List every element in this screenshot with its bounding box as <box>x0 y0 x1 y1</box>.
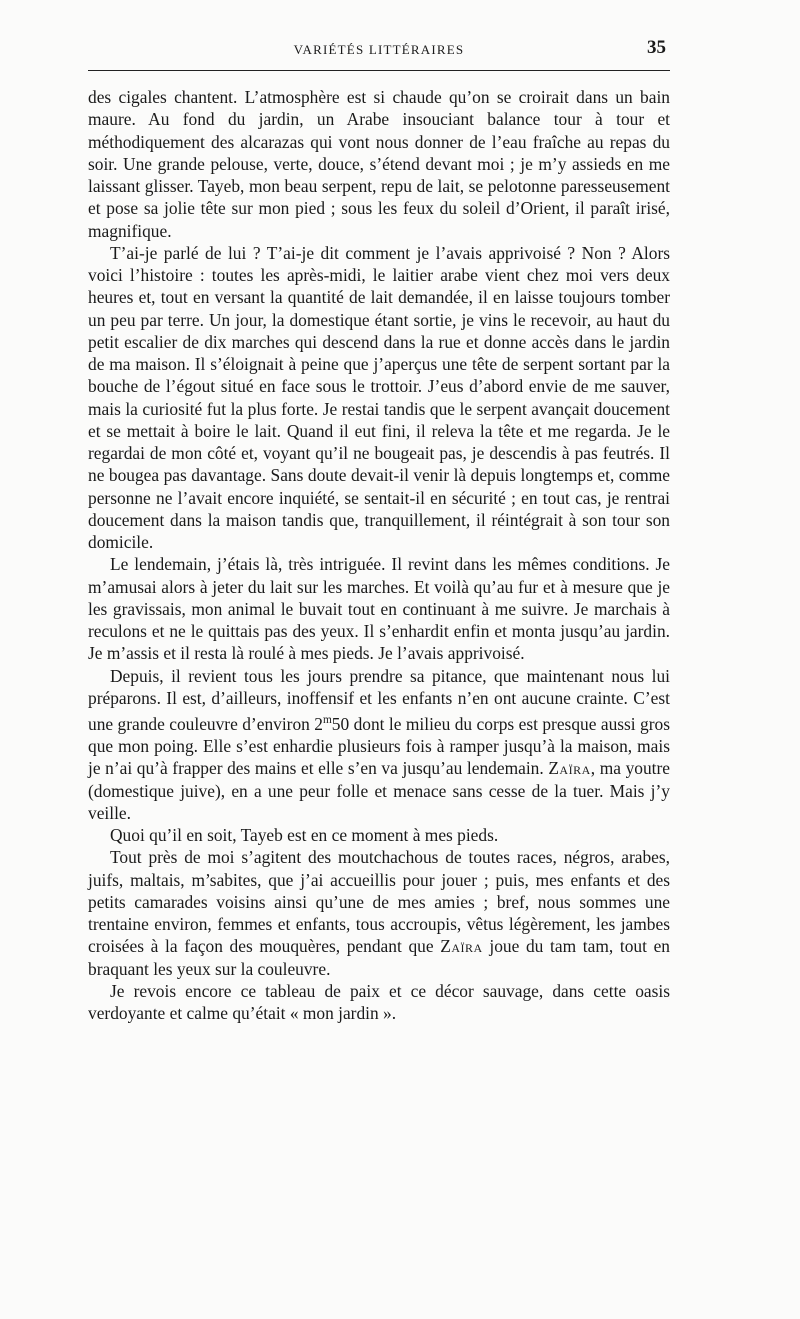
page-header <box>88 36 670 71</box>
paragraph <box>88 846 670 980</box>
text-run: Tout près de moi s’agitent des moutchachous de toutes races, négros, arabes, juifs, maltais, m’sabites, que j’ai accueillis pour jouer ; puis, mes enfants et des petits camarades voisins ainsi qu’une de mes amies ; bref, nous sommes une trentaine environ, femmes et enfants, tous accroupis, vêtus légèrement, les jambes croisées à la façon des mouquères, pendant que <box>88 847 670 957</box>
small-caps-name: Zaïra <box>548 758 591 779</box>
paragraph <box>88 86 670 242</box>
paragraph <box>88 665 670 825</box>
paragraph <box>88 242 670 554</box>
text-run: Quoi qu’il en soit, Tayeb est en ce moment à mes pieds. <box>110 825 499 846</box>
small-caps-name: Zaïra <box>440 936 483 957</box>
paragraph <box>88 824 670 846</box>
text-run: , ma youtre (domestique juive), en a une peur folle et menace sans cesse de la tuer. Mais j’y veille. <box>88 758 670 823</box>
running-head: VARIÉTÉS LITTÉRAIRES <box>293 42 465 57</box>
paragraph <box>88 980 670 1025</box>
text-run: des cigales chantent. L’atmosphère est si chaude qu’on se croirait dans un bain maure. Au fond du jardin, un Arabe insouciant balance tour à tour et méthodiquement des alcarazas qui vont nous donner de l’eau fraîche au repas du soir. Une grande pelouse, verte, douce, s’étend devant moi ; je m’y assieds en me laissant glisser. Tayeb, mon beau serpent, repu de lait, se pelotonne paresseusement et pose sa jolie tête sur mon pied ; sous les feux du soleil d’Orient, il paraît irisé, magnifique. <box>88 87 670 241</box>
paragraph <box>88 553 670 664</box>
superscript: m <box>322 714 332 726</box>
text-run: 50 dont le milieu du corps est presque aussi gros que mon poing. Elle s’est enhardie plusieurs fois à ramper jusqu’à la maison, mais je n’ai qu’à frapper des mains et elle s’en va jusqu’au lendemain. <box>88 713 670 779</box>
text-run: Depuis, il revient tous les jours prendre sa pitance, que maintenant nous lui préparons. Il est, d’ailleurs, inoffensif et les enfants n’en ont aucune crainte. C’est une grande couleuvre d’environ 2 <box>88 665 670 734</box>
text-run: joue du tam tam, tout en braquant les yeux sur la couleuvre. <box>88 936 671 979</box>
text-run: T’ai-je parlé de lui ? T’ai-je dit comment je l’avais apprivoisé ? Non ? Alors voici l’histoire : toutes les après-midi, le laitier arabe vient chez moi vers deux heures et, tout en versant la quantité de lait demandée, il en laisse toujours tomber un peu par terre. Un jour, la domestique étant sortie, je vins le recevoir, au haut du petit escalier de dix marches qui descend dans la rue et donne accès dans le jardin de ma maison. Il s’éloignait à peine que j’aperçus une tête de serpent sortant par la bouche de l’égout situé en face sous le trottoir. J’eus d’abord envie de me sauver, mais la curiosité fut la plus forte. Je restai tandis que le serpent avançait doucement et se mettait à boire le lait. Quand il eut fini, il releva la tête et me regarda. Je le regardai de mon côté et, voyant qu’il ne bougeait pas, je descendis à pas feutrés. Il ne bougea pas davantage. Sans doute devait-il venir là depuis longtemps et, comme personne ne l’avait encore inquiété, se sentait-il en sécurité ; en tout cas, je rentrai doucement dans la maison tandis que, tranquillement, il réintégrait à son tour son domicile. <box>88 242 670 552</box>
body-text <box>88 86 670 1024</box>
text-run: Le lendemain, j’étais là, très intriguée. Il revint dans les mêmes conditions. Je m’amusai alors à jeter du lait sur les marches. Et voilà qu’au fur et à mesure que je les gravissais, mon animal le buvait tout en continuant à me suivre. Je marchais à reculons et ne le quittais pas des yeux. Il s’enhardit enfin et monta jusqu’au jardin. Je m’assis et il resta là roulé à mes pieds. Je l’avais apprivoisé. <box>88 554 670 664</box>
page-number: 35 <box>647 37 666 58</box>
text-run: Je revois encore ce tableau de paix et ce décor sauvage, dans cette oasis verdoyante et calme qu’était « mon jardin ». <box>88 980 670 1024</box>
